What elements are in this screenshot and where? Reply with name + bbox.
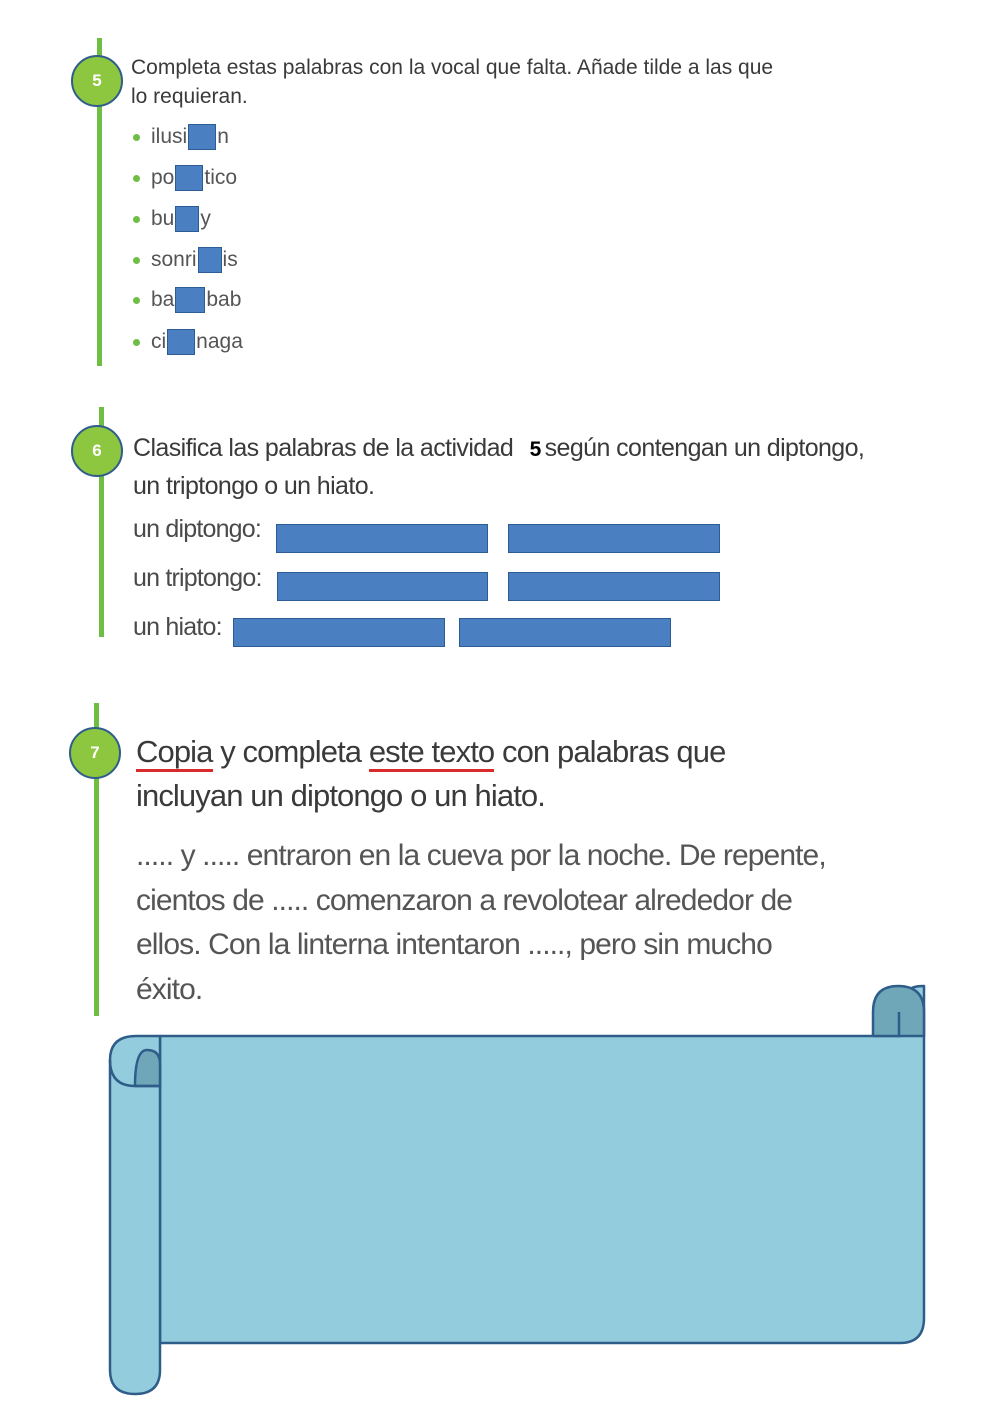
exercise-7-title: Copia y completa este texto con palabras que incluyan un diptongo o un hiato.: [136, 734, 726, 813]
word-item: ci naga: [133, 327, 243, 357]
exercise-6-title: Clasifica las palabras de la actividad 5 según contengan un diptongo, un triptongo o un hiato.: [133, 434, 865, 500]
word-item: ba bab: [133, 285, 241, 315]
exercise-6-badge: 6: [71, 425, 123, 477]
word-item: ilusi n: [133, 122, 229, 152]
label-triptongo: un triptongo:: [133, 564, 262, 592]
scroll-left-roll: [110, 1036, 160, 1394]
exercise-7-text: ..... y ..... entraron en la cueva por la noche. De repente, cientos de ..... comenzaron a revolotear alrededor de ellos. Con la linterna intentaron ....., pero sin mucho éxito.: [136, 839, 826, 1006]
underlined-este-texto: este texto: [369, 734, 494, 772]
exercise-5-title: Completa estas palabras con la vocal que falta. Añade tilde a las que lo requieran.: [131, 56, 774, 108]
scroll-body: [160, 986, 924, 1343]
exercise-5-badge: 5: [71, 55, 123, 107]
activity-reference: 5: [529, 438, 541, 461]
word-item: bu y: [133, 204, 211, 234]
word-item: sonri is: [133, 245, 238, 275]
word-item: po tico: [133, 163, 237, 193]
underlined-copia: Copia: [136, 734, 213, 772]
label-diptongo: un diptongo:: [133, 515, 262, 543]
label-hiato: un hiato:: [133, 613, 222, 641]
exercise-7-badge: 7: [69, 727, 121, 779]
scroll-left-curl: [135, 1050, 160, 1086]
